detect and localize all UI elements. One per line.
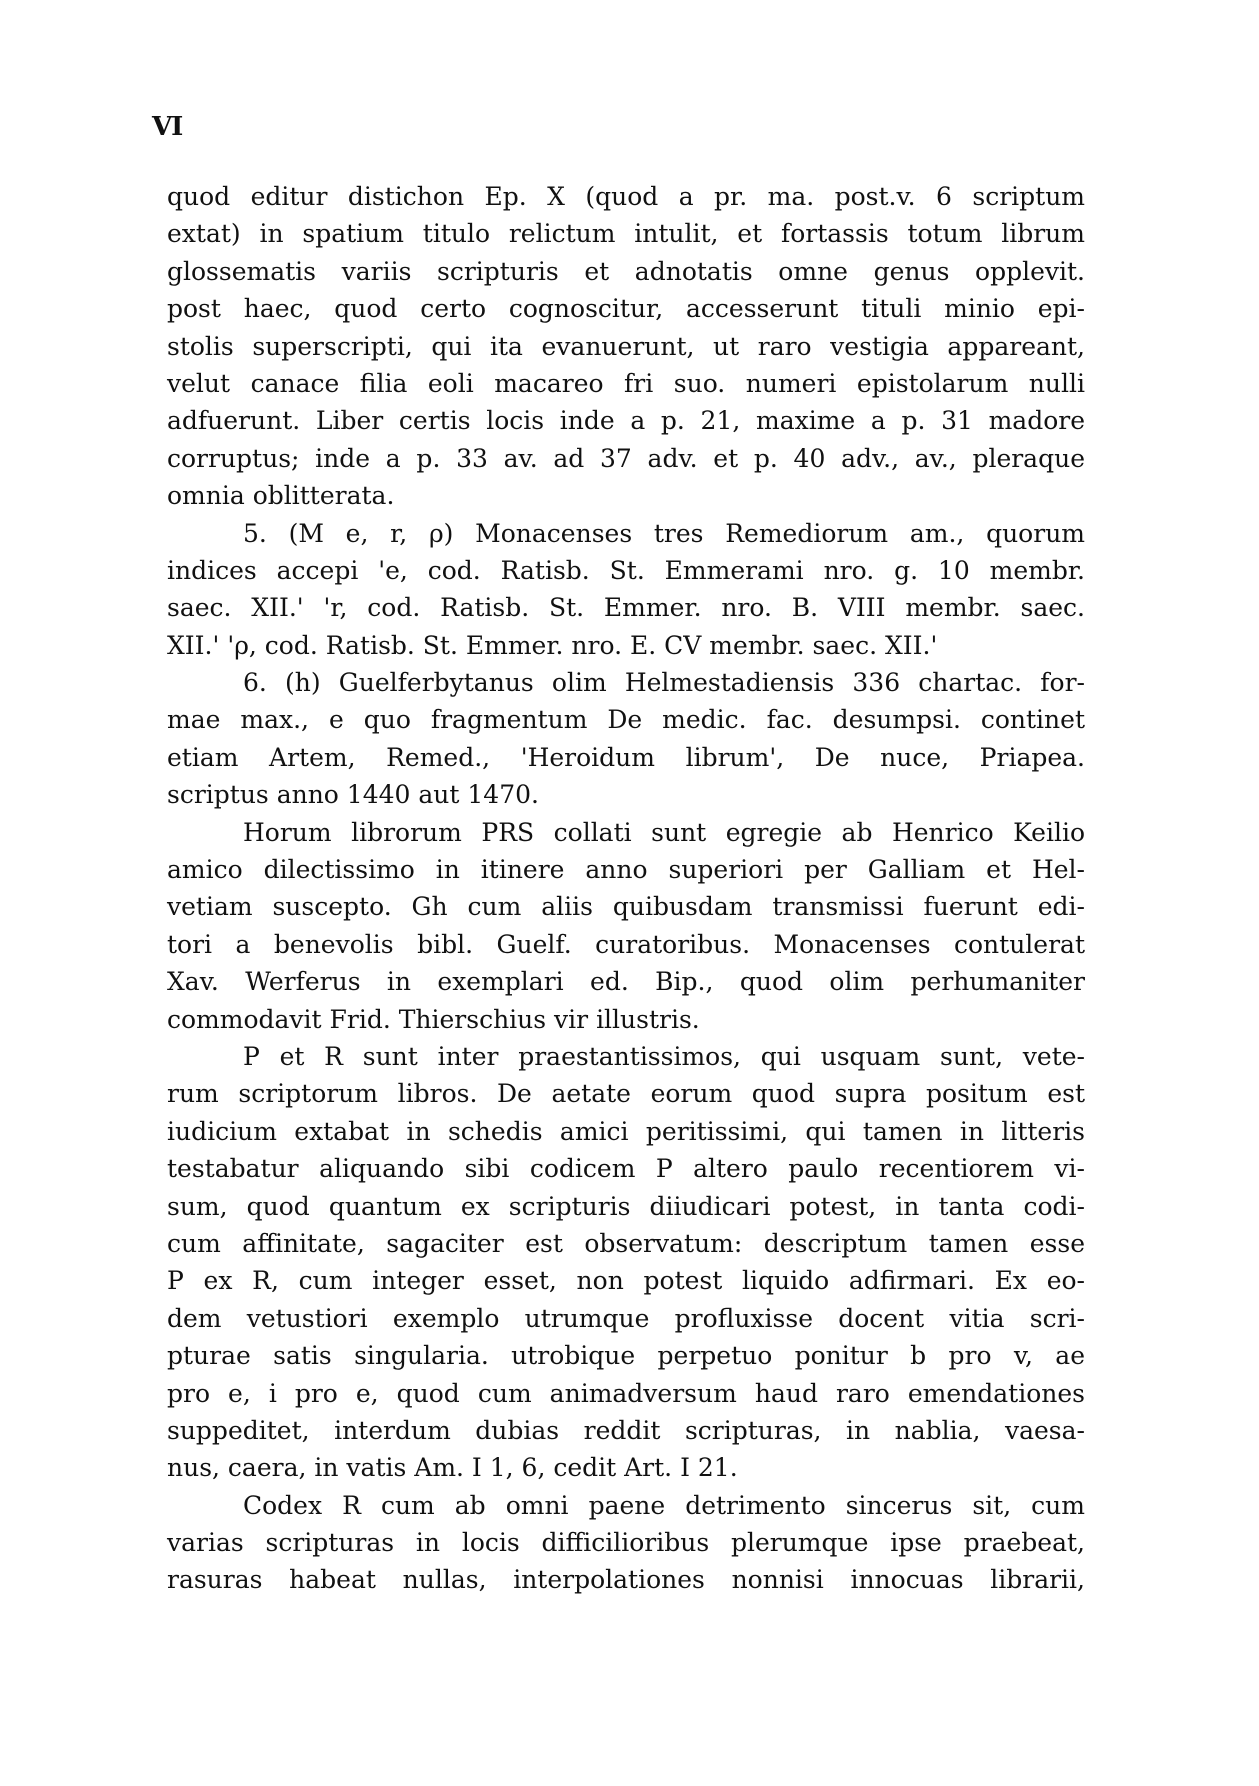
text-line: Codex R cum ab omni paene detrimento sincerus sit, cum <box>243 1490 1085 1520</box>
text-line: adfuerunt. Liber certis locis inde a p. 21, maxime a p. 31 madore <box>167 406 1085 436</box>
text-line: varias scripturas in locis difficilioribus plerumque ipse praebeat, <box>167 1528 1085 1558</box>
text-line: glossematis variis scripturis et adnotatis omne genus opplevit. <box>167 256 1085 286</box>
text-line: vetiam suscepto. Gh cum aliis quibusdam transmissi fuerunt edi- <box>167 892 1085 922</box>
body-text <box>167 178 1085 1599</box>
text-line: iudicium extabat in schedis amici peritissimi, qui tamen in litteris <box>167 1116 1085 1146</box>
text-line: extat) in spatium titulo relictum intulit, et fortassis totum librum <box>167 219 1085 249</box>
text-line: sum, quod quantum ex scripturis diiudicari potest, in tanta codi- <box>167 1191 1085 1221</box>
text-line: quod editur distichon Ep. X (quod a pr. ma. post.v. 6 scriptum <box>167 182 1085 211</box>
text-line: Xav. Werferus in exemplari ed. Bip., quod olim perhumaniter <box>167 967 1085 997</box>
page-number: VI <box>152 112 183 142</box>
text-line: cum affinitate, sagaciter est observatum: descriptum tamen esse <box>167 1228 1085 1258</box>
text-line: rum scriptorum libros. De aetate eorum quod supra positum est <box>167 1079 1085 1109</box>
text-line: saec. XII.' 'r, cod. Ratisb. St. Emmer. nro. B. VIII membr. saec. <box>167 593 1085 623</box>
text-line: P et R sunt inter praestantissimos, qui usquam sunt, vete- <box>243 1041 1085 1071</box>
text-line: velut canace filia eoli macareo fri suo. numeri epistolarum nulli <box>167 368 1085 398</box>
text-line: 5. (M e, r, ρ) Monacenses tres Remediorum am., quorum <box>243 518 1085 548</box>
text-line: 6. (h) Guelferbytanus olim Helmestadiensis 336 chartac. for- <box>243 668 1085 698</box>
text-line: P ex R, cum integer esset, non potest liquido adfirmari. Ex eo- <box>167 1266 1085 1296</box>
text-line: pro e, i pro e, quod cum animadversum haud raro emendationes <box>167 1378 1085 1408</box>
text-line: dem vetustiori exemplo utrumque profluxisse docent vitia scri- <box>167 1303 1085 1333</box>
text-line: Horum librorum PRS collati sunt egregie ab Henrico Keilio <box>243 817 1085 847</box>
text-line: rasuras habeat nullas, interpolationes nonnisi innocuas librarii, <box>167 1565 1085 1595</box>
text-line: omnia oblitterata. <box>167 481 395 511</box>
text-line: tori a benevolis bibl. Guelf. curatoribus. Monacenses contulerat <box>167 929 1085 959</box>
text-line: amico dilectissimo in itinere anno superiori per Galliam et Hel- <box>167 855 1085 885</box>
text-line: nus, caera, in vatis Am. I 1, 6, cedit Art. I 21. <box>167 1453 738 1483</box>
text-line: indices accepi 'e, cod. Ratisb. St. Emmerami nro. g. 10 membr. <box>167 555 1085 585</box>
text-line: commodavit Frid. Thierschius vir illustris. <box>167 1004 700 1034</box>
text-line: XII.' 'ρ, cod. Ratisb. St. Emmer. nro. E. CV membr. saec. XII.' <box>167 630 938 660</box>
text-line: scriptus anno 1440 aut 1470. <box>167 780 539 810</box>
text-line: suppeditet, interdum dubias reddit scripturas, in nablia, vaesa- <box>167 1415 1085 1445</box>
text-line: corruptus; inde a p. 33 av. ad 37 adv. et p. 40 adv., av., pleraque <box>167 443 1085 473</box>
text-line: etiam Artem, Remed., 'Heroidum librum', De nuce, Priapea. <box>167 742 1085 772</box>
text-line: mae max., e quo fragmentum De medic. fac. desumpsi. continet <box>167 705 1085 735</box>
text-line: testabatur aliquando sibi codicem P altero paulo recentiorem vi- <box>167 1154 1085 1184</box>
text-line: pturae satis singularia. utrobique perpetuo ponitur b pro v, ae <box>167 1341 1085 1371</box>
text-line: stolis superscripti, qui ita evanuerunt, ut raro vestigia appareant, <box>167 331 1085 361</box>
text-line: post haec, quod certo cognoscitur, accesserunt tituli minio epi- <box>167 294 1085 324</box>
